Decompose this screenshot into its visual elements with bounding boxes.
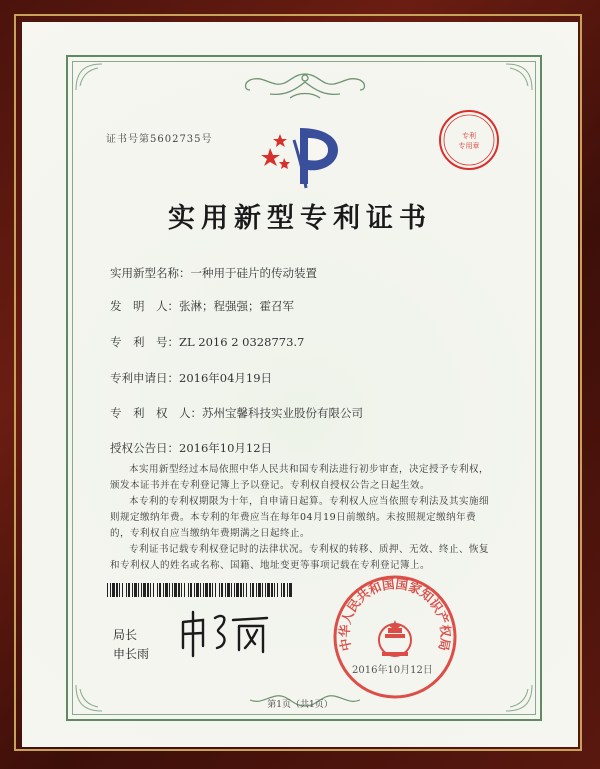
svg-text:专利: 专利 (462, 132, 476, 140)
body-paragraph: 本专利的专利权期限为十年，自申请日起算。专利权人应当依照专利法及其实施细则规定缴纳年费。本专利的年费应当在每年04月19日前缴纳。未按照规定缴纳年费的，专利权自应当缴纳年费期满之日起终止。 (110, 496, 490, 539)
field-value: ZL 2016 2 0328773.7 (179, 335, 305, 349)
certificate-title: 实用新型专利证书 (168, 203, 432, 234)
signer-title: 局长 (113, 628, 138, 642)
barcode-icon (107, 583, 295, 597)
body-paragraph: 本实用新型经过本局依照中华人民共和国专利法进行初步审查，决定授予专利权，颁发本证书并在专利登记簿上予以登记。专利权自授权公告之日起生效。 (110, 464, 490, 491)
field-label: 专 利 权 人： (110, 406, 202, 420)
certificate-number: 证书号第5602735号 (106, 134, 213, 145)
signature-icon (175, 600, 275, 660)
field-label: 专 利 号： (110, 335, 179, 349)
body-paragraph: 专利证书记载专利权登记时的法律状况。专利权的转移、质押、无效、终止、恢复和专利权人的姓名或名称、国籍、地址变更等事项记载在专利登记簿上。 (110, 544, 490, 571)
seal-date: 2016年10月12日 (352, 665, 433, 676)
corner-ornament-icon (74, 62, 104, 92)
field-application-date (110, 370, 272, 386)
certificate-body (110, 462, 495, 574)
field-label: 发 明 人： (110, 299, 179, 313)
field-patent-number (110, 334, 304, 350)
field-label: 实用新型名称： (110, 266, 191, 280)
top-ornament-icon (230, 68, 380, 108)
field-value: 一种用于硅片的传动装置 (190, 266, 317, 280)
svg-text:专用章: 专用章 (458, 142, 480, 150)
field-grant-date (110, 440, 272, 456)
field-label: 专利申请日： (110, 371, 179, 385)
field-value: 2016年10月12日 (179, 441, 273, 455)
field-utility-model-name (110, 265, 317, 281)
field-patentee (110, 405, 363, 421)
corner-ornament-icon (504, 62, 534, 92)
field-value: 苏州宝馨科技实业股份有限公司 (202, 406, 363, 420)
svg-text:中华人民共和国国家知识产权局: 中华人民共和国国家知识产权局 (336, 576, 454, 653)
field-inventors (110, 298, 294, 314)
field-label: 授权公告日： (110, 441, 179, 455)
field-value: 张淋；程强强；霍召军 (179, 299, 294, 313)
field-value: 2016年04月19日 (179, 371, 273, 385)
state-ip-office-seal-icon (330, 572, 460, 702)
patent-seal-small-icon (437, 108, 501, 172)
page-footer: 第1页（共1页） (267, 700, 333, 710)
cnipa-logo-icon (260, 120, 350, 190)
signer-name: 申长雨 (113, 647, 150, 661)
